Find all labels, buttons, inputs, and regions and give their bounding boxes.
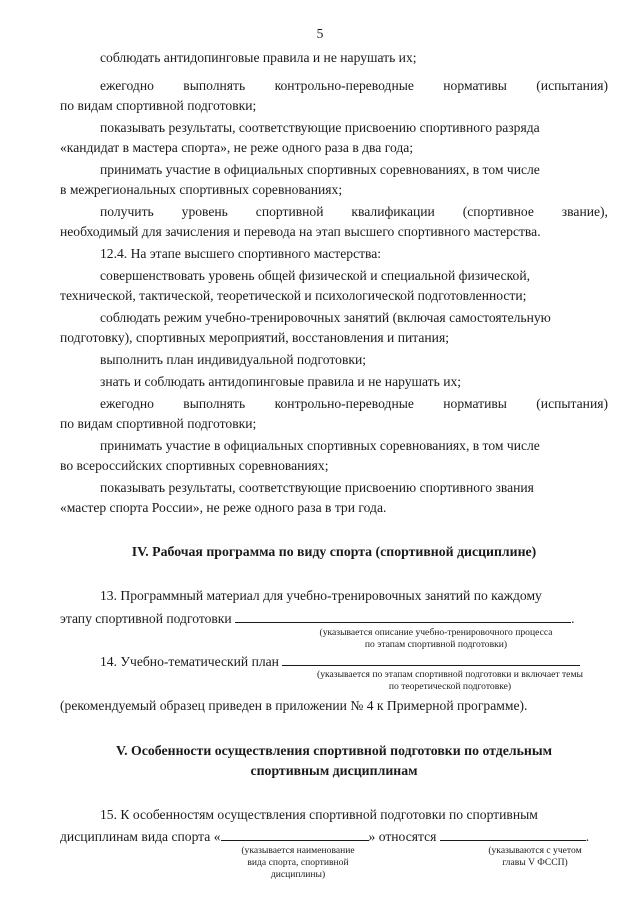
text-line: показывать результаты, соответствующие присвоению спортивного разряда — [100, 120, 540, 135]
text-fragment: дисциплинам вида спорта « — [60, 829, 221, 844]
justified-line — [100, 394, 608, 414]
word: уровень — [181, 204, 228, 219]
note-line: дисциплины) — [270, 869, 326, 880]
field-note — [286, 627, 586, 651]
word: выполнять — [183, 396, 246, 411]
heading-line: спортивным дисциплинам — [250, 763, 418, 778]
field-note — [228, 845, 368, 881]
text-line: необходимый для зачисления и перевода на этап высшего спортивного мастерства. — [60, 224, 541, 239]
text-line: соблюдать антидопинговые правила и не нарушать их; — [100, 50, 417, 65]
text-line: технической, тактической, теоретической и психологической подготовленности; — [60, 288, 527, 303]
note-line: по этапам спортивной подготовки) — [364, 639, 508, 650]
text-line: 13. Программный материал для учебно-тренировочных занятий по каждому — [100, 588, 542, 603]
word: квалификации — [351, 204, 435, 219]
field-note — [290, 669, 610, 693]
blank-field — [282, 651, 580, 666]
note-line: (указывается по этапам спортивной подготовки и включает темы — [317, 669, 583, 680]
word: нормативы — [443, 78, 507, 93]
word: спортивной — [255, 204, 324, 219]
justified-line — [100, 202, 608, 222]
text-fragment: . — [585, 829, 590, 844]
text-line: соблюдать режим учебно-тренировочных занятий (включая самостоятельную — [100, 310, 551, 325]
text-line: принимать участие в официальных спортивных соревнованиях, в том числе — [100, 162, 540, 177]
word: звание), — [561, 204, 608, 219]
text-fragment: . — [571, 611, 575, 626]
text-line: по видам спортивной подготовки; — [60, 98, 257, 113]
note-line: по теоретической подготовке) — [388, 681, 512, 692]
note-line: вида спорта, спортивной — [247, 857, 349, 868]
note-line: главы V ФССП) — [502, 857, 568, 868]
word: получить — [100, 204, 154, 219]
subsection-title: 12.4. На этапе высшего спортивного мастерства: — [100, 246, 382, 261]
word: (спортивное — [462, 204, 534, 219]
word: выполнять — [183, 78, 246, 93]
text-line: выполнить план индивидуальной подготовки; — [100, 352, 367, 367]
text-line: «мастер спорта России», не реже одного раза в три года. — [60, 500, 387, 515]
word: контрольно-переводные — [274, 78, 414, 93]
text-line: принимать участие в официальных спортивных соревнованиях, в том числе — [100, 438, 540, 453]
note-line: (указывается описание учебно-тренировочного процесса — [319, 627, 553, 638]
text-line: в межрегиональных спортивных соревнованиях; — [60, 182, 343, 197]
text-fragment: 14. Учебно-тематический план — [100, 654, 279, 669]
text-line: совершенствовать уровень общей физической и специальной физической, — [100, 268, 531, 283]
page-number: 5 — [316, 26, 324, 41]
text-line: знать и соблюдать антидопинговые правила и не нарушать их; — [100, 374, 462, 389]
text-line: подготовку), спортивных мероприятий, восстановления и питания; — [60, 330, 449, 345]
word: ежегодно — [100, 396, 154, 411]
note-line: (указываются с учетом — [488, 845, 582, 856]
text-line: во всероссийских спортивных соревнованиях; — [60, 458, 329, 473]
field-note — [470, 845, 600, 869]
sport-name-blank — [221, 826, 369, 841]
word: нормативы — [443, 396, 507, 411]
section-v-heading — [60, 741, 608, 781]
note-line: (указывается наименование — [241, 845, 355, 856]
text-line: показывать результаты, соответствующие присвоению спортивного звания — [100, 480, 534, 495]
text-line: (рекомендуемый образец приведен в приложении № 4 к Примерной программе). — [60, 698, 528, 713]
text-line: 15. К особенностям осуществления спортивной подготовки по спортивным — [100, 807, 538, 822]
word: ежегодно — [100, 78, 154, 93]
word: контрольно-переводные — [274, 396, 414, 411]
blank-field — [235, 608, 571, 623]
section-iv-heading: IV. Рабочая программа по виду спорта (спортивной дисциплине) — [131, 544, 537, 559]
text-line: «кандидат в мастера спорта», не реже одного раза в два года; — [60, 140, 414, 155]
heading-line: V. Особенности осуществления спортивной подготовки по отдельным — [115, 743, 553, 758]
word: (испытания) — [536, 78, 608, 93]
text-fragment: этапу спортивной подготовки — [60, 611, 232, 626]
features-blank — [440, 826, 586, 841]
justified-line — [100, 76, 608, 96]
text-fragment: » относятся — [368, 829, 437, 844]
word: (испытания) — [536, 396, 608, 411]
text-line: по видам спортивной подготовки; — [60, 416, 257, 431]
